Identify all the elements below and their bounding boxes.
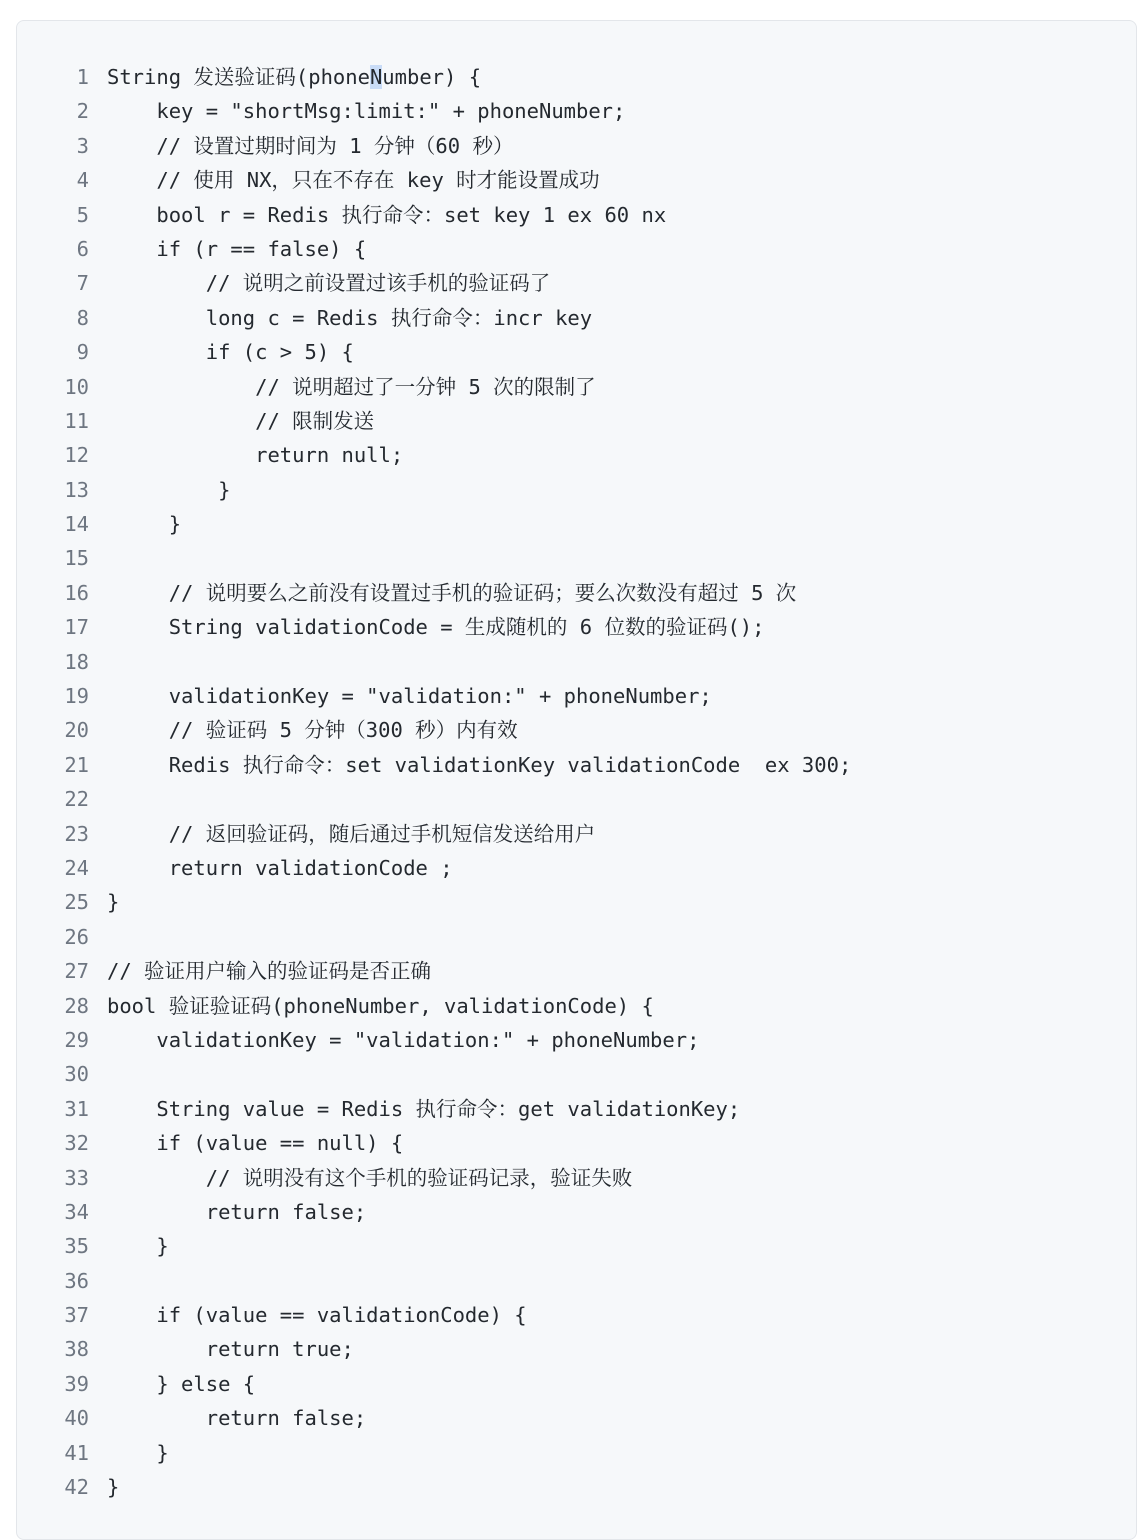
line-text[interactable]: // 使用 NX，只在不存在 key 时才能设置成功 <box>107 168 600 193</box>
line-text[interactable]: if (value == null) { <box>107 1131 404 1156</box>
code-line[interactable] <box>17 1023 1136 1057</box>
code-line[interactable] <box>17 198 1136 232</box>
line-number: 26 <box>64 924 89 949</box>
code-line[interactable] <box>17 301 1136 335</box>
code-line[interactable] <box>17 610 1136 644</box>
line-number: 37 <box>64 1303 89 1328</box>
code-line[interactable] <box>17 782 1136 816</box>
line-text[interactable]: // 说明超过了一分钟 5 次的限制了 <box>107 374 596 399</box>
code-line[interactable] <box>17 1470 1136 1504</box>
code-line[interactable] <box>17 1092 1136 1126</box>
line-text[interactable] <box>89 920 107 954</box>
line-number: 41 <box>64 1440 89 1465</box>
line-number: 36 <box>64 1268 89 1293</box>
line-text[interactable] <box>89 541 107 575</box>
code-line[interactable] <box>17 748 1136 782</box>
line-number: 40 <box>64 1406 89 1431</box>
code-block[interactable] <box>16 20 1137 1540</box>
line-number: 14 <box>64 512 89 537</box>
line-number: 31 <box>64 1096 89 1121</box>
line-text[interactable]: bool 验证验证码(phoneNumber, validationCode) { <box>107 993 654 1018</box>
line-number: 24 <box>64 855 89 880</box>
code-line[interactable] <box>17 851 1136 885</box>
line-number: 29 <box>64 1027 89 1052</box>
line-text[interactable]: } <box>107 477 231 502</box>
line-number: 16 <box>64 580 89 605</box>
code-line[interactable] <box>17 335 1136 369</box>
line-text[interactable]: key = "shortMsg:limit:" + phoneNumber; <box>107 99 626 124</box>
line-text[interactable]: validationKey = "validation:" + phoneNumber; <box>107 1027 700 1052</box>
line-text[interactable]: } <box>107 512 182 537</box>
line-text[interactable]: return false; <box>107 1199 367 1224</box>
line-text[interactable]: return null; <box>107 443 404 468</box>
line-number: 34 <box>64 1199 89 1224</box>
line-number: 32 <box>64 1131 89 1156</box>
code-line[interactable] <box>17 817 1136 851</box>
line-number: 18 <box>64 649 89 674</box>
line-number: 1 <box>76 65 89 89</box>
code-line[interactable] <box>17 370 1136 404</box>
code-line[interactable] <box>17 679 1136 713</box>
line-text[interactable]: // 设置过期时间为 1 分钟（60 秒） <box>107 133 514 158</box>
code-line[interactable] <box>17 1126 1136 1160</box>
line-text[interactable] <box>89 1264 107 1298</box>
line-text[interactable]: String validationCode = 生成随机的 6 位数的验证码(); <box>107 615 765 640</box>
line-text[interactable]: // 验证用户输入的验证码是否正确 <box>107 959 432 984</box>
text-cursor-highlight: N <box>369 65 383 89</box>
line-number: 9 <box>76 340 89 365</box>
line-text[interactable]: if (value == validationCode) { <box>107 1303 527 1328</box>
line-text[interactable]: } else { <box>107 1371 256 1396</box>
code-line[interactable] <box>17 404 1136 438</box>
line-text[interactable]: String 发送验证码(phoneNumber) { <box>107 65 482 89</box>
code-line[interactable] <box>17 989 1136 1023</box>
code-line[interactable] <box>17 1264 1136 1298</box>
line-number: 22 <box>64 787 89 812</box>
line-text[interactable]: long c = Redis 执行命令：incr key <box>107 305 593 330</box>
line-text[interactable]: if (c > 5) { <box>107 340 354 365</box>
line-number: 39 <box>64 1371 89 1396</box>
line-text[interactable]: if (r == false) { <box>107 236 367 261</box>
line-text[interactable] <box>89 1057 107 1091</box>
line-text[interactable]: // 验证码 5 分钟（300 秒）内有效 <box>107 718 518 743</box>
line-number: 28 <box>64 993 89 1018</box>
line-text[interactable]: bool r = Redis 执行命令：set key 1 ex 60 nx <box>107 202 667 227</box>
line-number: 19 <box>64 684 89 709</box>
code-line[interactable] <box>17 163 1136 197</box>
line-text[interactable]: return true; <box>107 1337 354 1362</box>
code-line[interactable] <box>17 954 1136 988</box>
line-text[interactable]: } <box>107 1440 169 1465</box>
code-line[interactable] <box>17 713 1136 747</box>
line-text[interactable] <box>89 645 107 679</box>
code-line[interactable] <box>17 1436 1136 1470</box>
line-number: 10 <box>64 374 89 399</box>
line-text[interactable]: return validationCode ; <box>107 855 453 880</box>
line-number: 21 <box>64 752 89 777</box>
line-text[interactable]: // 返回验证码，随后通过手机短信发送给用户 <box>107 821 596 846</box>
line-number: 15 <box>64 546 89 571</box>
line-text[interactable]: } <box>107 1475 120 1500</box>
line-number: 35 <box>64 1234 89 1259</box>
line-text[interactable]: String value = Redis 执行命令：get validationKey; <box>107 1096 741 1121</box>
line-text[interactable]: } <box>107 890 120 915</box>
code-line[interactable] <box>17 1367 1136 1401</box>
line-text[interactable]: validationKey = "validation:" + phoneNumber; <box>107 684 712 709</box>
line-number: 6 <box>76 236 89 261</box>
code-line[interactable] <box>17 473 1136 507</box>
code-line[interactable] <box>17 1161 1136 1195</box>
line-number: 38 <box>64 1337 89 1362</box>
line-number: 27 <box>64 959 89 984</box>
line-number: 4 <box>76 168 89 193</box>
line-number: 8 <box>76 305 89 330</box>
code-line[interactable] <box>17 232 1136 266</box>
line-number: 3 <box>76 133 89 158</box>
code-line[interactable] <box>17 1332 1136 1366</box>
line-number: 42 <box>64 1475 89 1500</box>
line-number: 13 <box>64 477 89 502</box>
code-line[interactable] <box>17 1298 1136 1332</box>
line-number: 7 <box>76 271 89 296</box>
line-text[interactable]: } <box>107 1234 169 1259</box>
code-line[interactable] <box>17 129 1136 163</box>
code-line[interactable] <box>17 60 1136 94</box>
code-line[interactable] <box>17 266 1136 300</box>
line-text[interactable]: // 说明没有这个手机的验证码记录，验证失败 <box>107 1165 633 1190</box>
line-text[interactable]: // 限制发送 <box>107 408 375 433</box>
code-line[interactable] <box>17 1057 1136 1091</box>
line-number: 17 <box>64 615 89 640</box>
code-line[interactable] <box>17 645 1136 679</box>
code-line[interactable] <box>17 507 1136 541</box>
line-number: 2 <box>76 99 89 124</box>
code-line[interactable] <box>17 576 1136 610</box>
line-text[interactable]: Redis 执行命令：set validationKey validationCode ex 300; <box>107 752 852 777</box>
code-line[interactable] <box>17 1229 1136 1263</box>
line-number: 25 <box>64 890 89 915</box>
line-number: 11 <box>64 408 89 433</box>
code-line[interactable] <box>17 94 1136 128</box>
code-line[interactable] <box>17 541 1136 575</box>
line-number: 20 <box>64 718 89 743</box>
line-text[interactable]: // 说明要么之前没有设置过手机的验证码；要么次数没有超过 5 次 <box>107 580 797 605</box>
code-line[interactable] <box>17 438 1136 472</box>
line-text[interactable] <box>89 782 107 816</box>
code-line[interactable] <box>17 885 1136 919</box>
line-text[interactable]: return false; <box>107 1406 367 1431</box>
code-line[interactable] <box>17 1195 1136 1229</box>
code-line[interactable] <box>17 920 1136 954</box>
line-number: 5 <box>76 202 89 227</box>
line-number: 30 <box>64 1062 89 1087</box>
code-lines[interactable] <box>17 60 1136 1504</box>
line-number: 23 <box>64 821 89 846</box>
code-line[interactable] <box>17 1401 1136 1435</box>
line-number: 12 <box>64 443 89 468</box>
line-text[interactable]: // 说明之前设置过该手机的验证码了 <box>107 271 551 296</box>
line-number: 33 <box>64 1165 89 1190</box>
